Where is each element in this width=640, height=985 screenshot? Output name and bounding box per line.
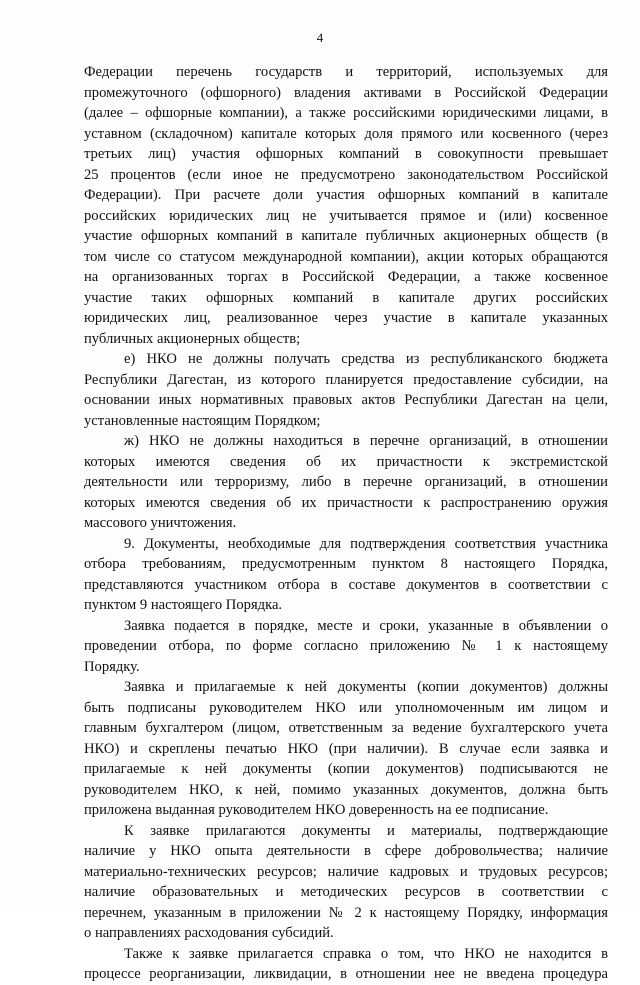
page-number: 4 bbox=[316, 30, 324, 45]
paragraph bbox=[84, 677, 608, 821]
text-line: Заявка подается в порядке, месте и сроки, указанные в объявлении о bbox=[124, 617, 608, 634]
text-line: ж) НКО не должны находиться в перечне организаций, в отношении bbox=[124, 433, 608, 449]
text-line: Заявка и прилагаемые к ней документы (копии документов) должны bbox=[124, 679, 608, 695]
text-line: том числе со статусом международной компании), акции которых обращаются bbox=[84, 248, 608, 265]
text-line: основании иных нормативных правовых актов Республики Дагестан на цели, bbox=[84, 392, 608, 408]
text-line: российских юридических лиц не учитывается прямое и (или) косвенное bbox=[84, 207, 608, 224]
text-line: которых имеются сведения об их причастности к распространению оружия bbox=[84, 494, 608, 511]
paragraph bbox=[84, 821, 608, 944]
paragraph bbox=[84, 431, 608, 534]
text-line: приложена выданная руководителем НКО доверенность на ее подписание. bbox=[84, 802, 549, 818]
document-body bbox=[84, 62, 608, 985]
text-line: наличие у НКО опыта деятельности в сфере добровольчества; наличие bbox=[84, 843, 608, 859]
text-line: перечнем, указанным в приложении № 2 к настоящему Порядку, информация bbox=[84, 904, 608, 921]
paragraph bbox=[84, 62, 608, 349]
text-line: материально-технических ресурсов; наличие кадровых и трудовых ресурсов; bbox=[84, 863, 608, 880]
text-line: установленные настоящим Порядком; bbox=[84, 412, 321, 429]
text-line: наличие образовательных и методических ресурсов в соответствии с bbox=[84, 884, 608, 900]
text-line: о направлениях расходования субсидий. bbox=[84, 925, 334, 941]
text-line: 25 процентов (если иное не предусмотрено законодательством Российской bbox=[84, 166, 608, 183]
text-line: юридических лиц, реализованное через участие в капитале указанных bbox=[84, 310, 608, 326]
paragraph bbox=[84, 534, 608, 616]
text-line: руководителем НКО, к ней, помимо указанных документов, должна быть bbox=[84, 781, 608, 798]
paragraph bbox=[84, 944, 608, 985]
text-line: Порядку. bbox=[84, 658, 140, 675]
text-line: Федерации перечень государств и территорий, используемых для bbox=[84, 64, 608, 80]
text-line: массового уничтожения. bbox=[84, 515, 237, 531]
text-line: 9. Документы, необходимые для подтверждения соответствия участника bbox=[124, 535, 608, 552]
text-line: Федерации). При расчете доли участия офшорных компаний в капитале bbox=[84, 187, 608, 203]
text-line: проведении отбора, по форме согласно приложению № 1 к настоящему bbox=[84, 638, 608, 654]
paragraph bbox=[84, 349, 608, 431]
text-line: публичных акционерных обществ; bbox=[84, 330, 301, 347]
text-line: прилагаемые к ней документы (копии документов) подписываются не bbox=[84, 761, 608, 777]
text-line: участие таких офшорных компаний в капитале других российских bbox=[84, 289, 608, 306]
text-line: процессе реорганизации, ликвидации, в отношении нее не введена процедура bbox=[84, 966, 608, 982]
text-line: К заявке прилагаются документы и материалы, подтверждающие bbox=[124, 822, 608, 839]
text-line: пунктом 9 настоящего Порядка. bbox=[84, 597, 283, 613]
text-line: Также к заявке прилагается справка о том, что НКО не находится в bbox=[124, 945, 608, 962]
text-line: на организованных торгах в Российской Федерации, а также косвенное bbox=[84, 269, 608, 285]
text-line: уставном (складочном) капитале которых доля прямого или косвенного (через bbox=[84, 125, 608, 142]
text-line: которых имеются сведения об их причастности к экстремистской bbox=[84, 453, 608, 470]
text-line: участие офшорных компаний в капитале публичных акционерных обществ (в bbox=[84, 228, 608, 244]
text-line: быть подписаны руководителем НКО или уполномоченным им лицом и bbox=[84, 699, 608, 716]
text-line: промежуточного (офшорного) владения активами в Российской Федерации bbox=[84, 84, 608, 101]
text-line: деятельности или терроризму, либо в перечне организаций, в отношении bbox=[84, 474, 608, 490]
text-line: НКО) и скреплены печатью НКО (при наличии). В случае если заявка и bbox=[84, 740, 608, 757]
text-line: Республики Дагестан, из которого планируется предоставление субсидии, на bbox=[84, 371, 608, 388]
text-line: представляются участником отбора в составе документов в соответствии с bbox=[84, 576, 608, 593]
text-line: третьих лиц) участия офшорных компаний в совокупности превышает bbox=[84, 146, 608, 162]
text-line: главным бухгалтером (лицом, ответственным за ведение бухгалтерского учета bbox=[84, 720, 608, 736]
paragraph bbox=[84, 616, 608, 678]
text-line: е) НКО не должны получать средства из республиканского бюджета bbox=[124, 351, 608, 367]
text-line: (далее – офшорные компании), а также российскими юридическими лицами, в bbox=[84, 105, 608, 121]
text-line: отбора требованиям, предусмотренным пунктом 8 настоящего Порядка, bbox=[84, 556, 608, 572]
